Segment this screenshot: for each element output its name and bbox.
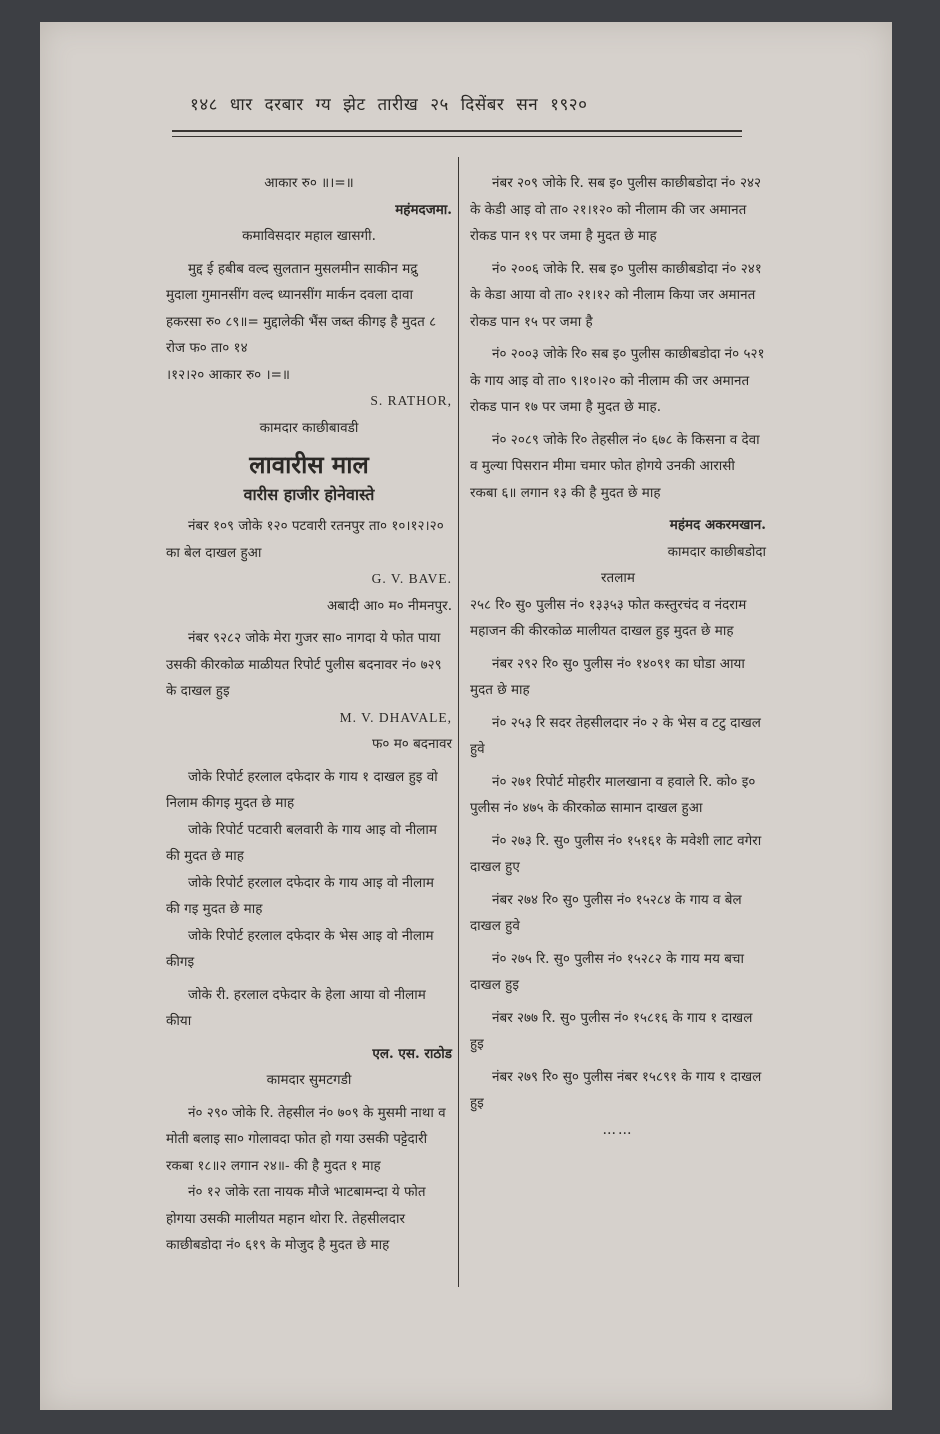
notice-paragraph: नं० २०८९ जोके रि० तेहसील नं० ६७८ के किसना व देवा व मुल्या पिसरान मीमा चमार फोत होगये उनकी आरासी रकबा ६॥ लगान १३ की है मुदत छे माह (470, 431, 760, 501)
notice-paragraph: नंबर २७७ रि. सु० पुलीस नं० १५८१६ के गाय १ दाखल हुइ (470, 1009, 753, 1052)
notice-paragraph: नं० २९० जोके रि. तेहसील नं० ७०९ के मुसमी नाथा व मोती बलाइ सा० गोलावदा फोत हो गया उसकी पट्टेदारी रकबा १८॥२ लगान २४॥- की है मुदत १ माह (166, 1104, 446, 1174)
section-heading: लावारीस माल (249, 450, 369, 479)
notice-paragraph: नंबर २७९ रि० सु० पुलीस नंबर १५८९१ के गाय १ दाखल हुइ (470, 1068, 762, 1111)
notice-paragraph: जोके रिपोर्ट हरलाल दफेदार के भेस आइ वो नीलाम कीगइ (166, 927, 434, 970)
notice-paragraph: नं० २७५ रि. सु० पुलीस नं० १५२८२ के गाय मय बचा दाखल हुइ (470, 950, 744, 993)
assessment-line: आकार रु० ॥।=॥ (264, 175, 354, 191)
notice-paragraph: जोके रिपोर्ट हरलाल दफेदार के गाय आइ वो नीलाम की गइ मुदत छे माह (166, 874, 434, 917)
header-rule (172, 130, 742, 132)
notice-paragraph: २५८ रि० सु० पुलीस नं० १३३५३ फोत कस्तुरचंद व नंदराम महाजन की कीरकोळ मालीयत दाखल हुइ मुदत छे माह (470, 596, 747, 639)
page-header: १४८ धार दरबार ग्य झेट तारीख २५ दिसेंबर सन १९२० (190, 95, 588, 115)
notice-paragraph: नंबर २७४ रि० सु० पुलीस नं० १५२८४ के गाय व बेल दाखल हुवे (470, 891, 742, 934)
signatory-title: कामदार काछीबावडी (259, 419, 359, 436)
notice-paragraph: नं० २००३ जोके रि० सब इ० पुलीस काछीबडोदा नं० ५२१ के गाय आइ वो ता० ९।१०।२० को नीलाम की जर अमानत रोकड पान १७ पर जमा है मुदत छे माह. (470, 346, 765, 415)
header-rule-thin (172, 136, 742, 137)
notice-paragraph: नं० २००६ जोके रि. सब इ० पुलीस काछीबडोदा नं० २४१ के केडा आया वो ता० २१।१२ को नीलाम किया जर अमानत रोकड पान १५ पर जमा है (470, 260, 762, 330)
notice-paragraph: मुद्द ई हबीब वल्द सुलतान मुसलमीन साकीन मद्रु मुदाला गुमानसींग वल्द ध्यानसींग मार्कन दवला दावा हकरसा रु० ८९॥= मुद्दालेकी भैंस जब्त कीगइ है मुदत ८ रोज फ० ता० १४ (166, 260, 437, 356)
signatory-name: M. V. DHAVALE, (339, 709, 452, 725)
notice-paragraph: नंबर १०९ जोके १२० पटवारी रतनपुर ता० १०।१२।२० का बेल दाखल हुआ (166, 518, 444, 561)
signatory-name: S. RATHOR, (370, 393, 452, 408)
right-column (470, 170, 766, 1143)
notice-paragraph: जोके रिपोर्ट हरलाल दफेदार के गाय १ दाखल हुइ वो निलाम कीगइ मुदत छे माह (166, 768, 438, 811)
notice-paragraph: नंबर ९२८२ जोके मेरा गुजर सा० नागदा ये फोत पाया उसकी कीरकोळ माळीयत रिपोर्ट पुलीस बदनावर नं० ७२९ के दाखल हुइ (166, 630, 442, 699)
signatory-name: महंमदजमा. (395, 201, 452, 218)
section-subheading: वारीस हाजीर होनेवास्ते (243, 485, 375, 504)
notice-paragraph: नंबर २९२ रि० सु० पुलीस नं० १४०९१ का घोडा आया मुदत छे माह (470, 655, 745, 698)
notice-paragraph: नं० २५३ रि सदर तेहसीलदार नं० २ के भेस व टटु दाखल हुवे (470, 714, 761, 757)
notice-paragraph: नं० २७३ रि. सु० पुलीस नं० १५१६१ के मवेशी लाट वगेरा दाखल हुए (470, 832, 762, 875)
signatory-title: फ० म० बदनावर (372, 736, 452, 752)
notice-paragraph: नं० १२ जोके रता नायक मौजे भाटबामन्दा ये फोत होगया उसकी मालीयत महान थोरा रि. तेहसीलदार काछीबडोदा नं० ६१९ के मोजुद है मुदत छे माह (166, 1184, 426, 1253)
signatory-title: कामदार काछीबडोदा (667, 543, 766, 560)
left-column (166, 170, 452, 1259)
place-heading: रतलाम (601, 570, 635, 586)
notice-paragraph: नंबर २०९ जोके रि. सब इ० पुलीस काछीबडोदा नं० २४२ के केडी आइ वो ता० २१।१२० को नीलाम की जर अमानत रोकड पान १९ पर जमा है मुदत छे माह (470, 175, 762, 244)
signatory-title: कामदार सुमटगडी (266, 1072, 352, 1088)
end-ornament: …… (602, 1121, 634, 1138)
column-divider (458, 157, 459, 1287)
gazette-page (40, 22, 892, 1410)
signatory-title: अबादी आ० म० नीमनपुर. (326, 597, 452, 614)
notice-date-line: ।१२।२० आकार रु० ।=॥ (166, 366, 290, 383)
notice-paragraph: जोके री. हरलाल दफेदार के हेला आया वो नीलाम कीया (166, 986, 426, 1029)
signatory-name: G. V. BAVE. (371, 571, 452, 586)
notice-paragraph: जोके रिपोर्ट पटवारी बलवारी के गाय आइ वो नीलाम की मुदत छे माह (166, 821, 438, 864)
signatory-name: महंमद अकरमखान. (669, 517, 766, 533)
signatory-name: एल. एस. राठोड (372, 1045, 452, 1062)
notice-paragraph: नं० २७१ रिपोर्ट मोहरीर मालखाना व हवाले रि. को० इ० पुलीस नं० ४७५ के कीरकोळ सामान दाखल हुआ (470, 773, 756, 816)
signatory-title: कमाविसदार महाल खासगी. (242, 228, 376, 244)
